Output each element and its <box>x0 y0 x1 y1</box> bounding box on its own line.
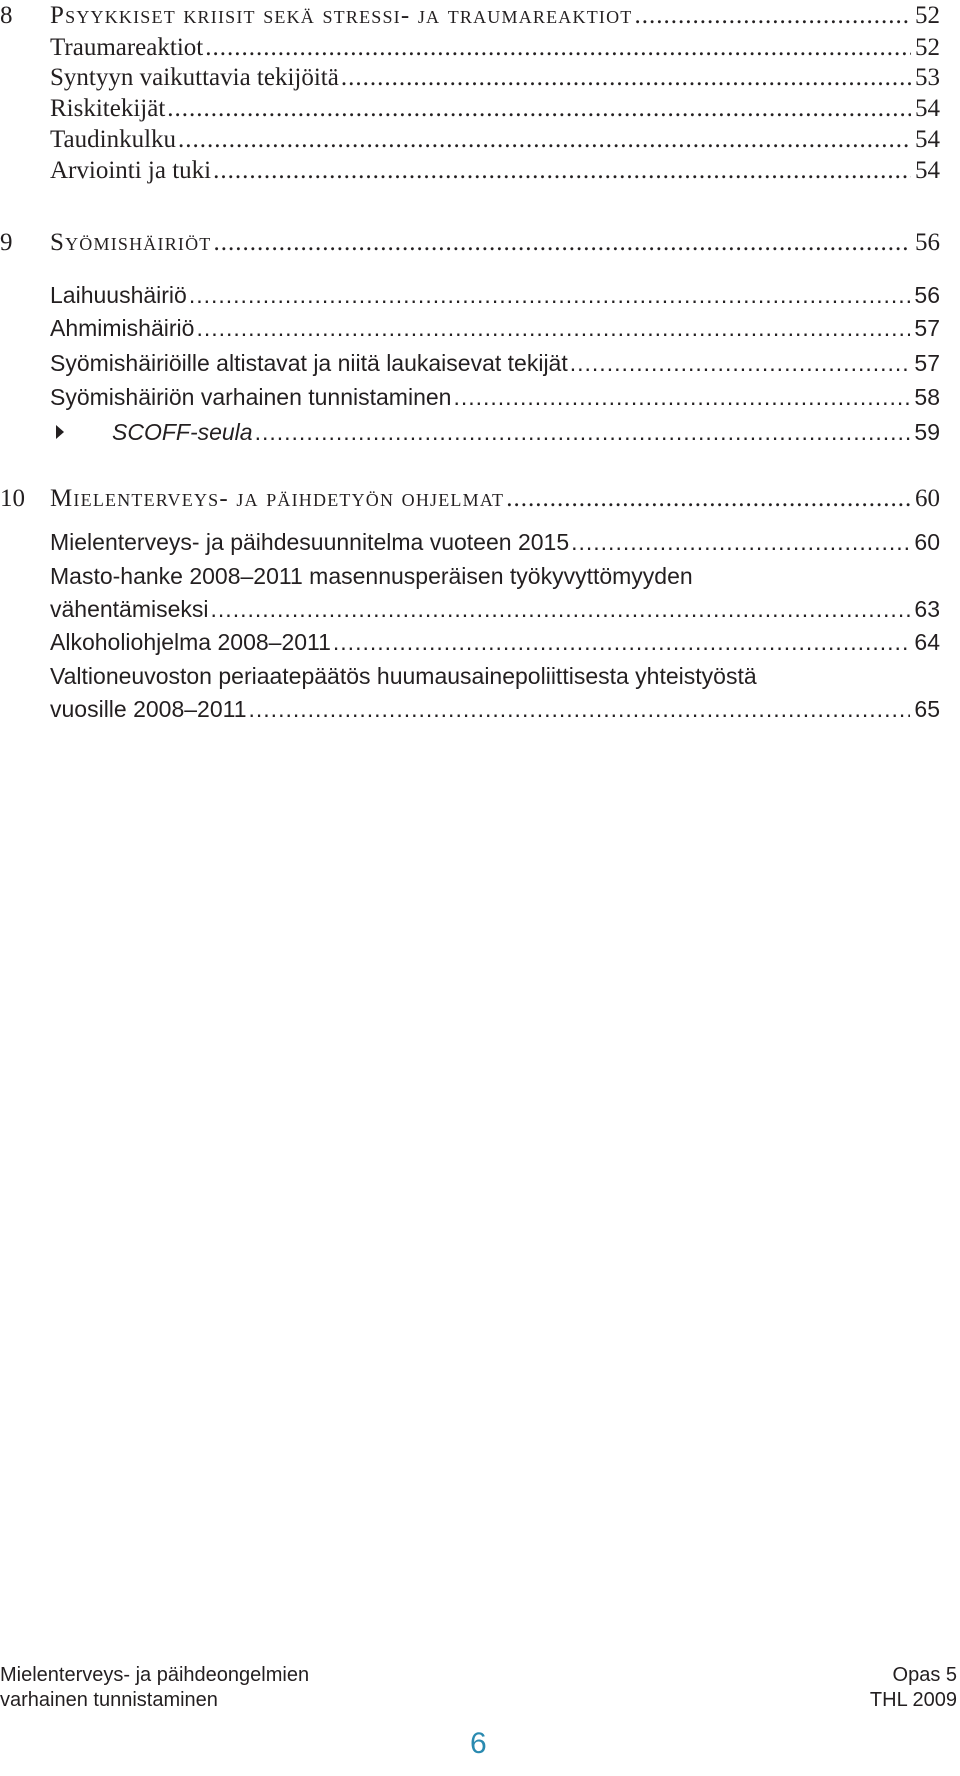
entry-title: Syntyyn vaikuttavia tekijöitä <box>50 64 339 91</box>
page-number: 6 <box>470 1727 487 1760</box>
toc-subentry[interactable] <box>112 416 940 448</box>
page-ref: 52 <box>915 2 940 29</box>
entry-title: Taudinkulku <box>50 126 177 153</box>
chapter-number: 9 <box>0 229 13 256</box>
page-ref: 54 <box>915 95 940 122</box>
toc-entry[interactable] <box>50 62 940 94</box>
chapter-title: Psyykkiset kriisit sekä stressi- ja traumareaktiot <box>50 2 633 29</box>
entry-title: SCOFF-seula <box>112 419 253 445</box>
page-ref: 60 <box>915 485 940 512</box>
chapter-number: 10 <box>0 485 25 512</box>
footer-left-line1: Mielenterveys- ja päihdeongelmien <box>0 1664 310 1686</box>
page-ref: 54 <box>915 157 940 184</box>
chapter-title: Syömishäiriöt <box>50 229 212 256</box>
page-ref: 56 <box>914 282 940 308</box>
entry-title: Syömishäiriöille altistavat ja niitä laukaisevat tekijät <box>50 350 568 376</box>
leader-dots <box>453 381 910 413</box>
leader-dots <box>189 279 911 311</box>
page-ref: 58 <box>914 384 940 410</box>
page-ref: 57 <box>914 350 940 376</box>
toc-entry[interactable] <box>50 279 940 311</box>
entry-title-line1[interactable]: Masto-hanke 2008–2011 masennusperäisen työkyvyttömyyden <box>50 563 693 589</box>
leader-dots <box>570 347 911 379</box>
entry-title: Riskitekijät <box>50 95 166 122</box>
leader-dots <box>255 416 911 448</box>
leader-dots <box>341 62 911 94</box>
leader-dots <box>571 526 910 558</box>
entry-title: Arviointi ja tuki <box>50 157 212 184</box>
leader-dots <box>211 593 911 625</box>
toc-entry[interactable] <box>50 155 940 187</box>
toc-entry[interactable] <box>50 693 940 725</box>
page-ref: 63 <box>914 596 940 622</box>
toc-entry[interactable] <box>50 626 940 658</box>
entry-title: Syömishäiriön varhainen tunnistaminen <box>50 384 452 410</box>
toc-entry[interactable] <box>50 312 940 344</box>
entry-title-line1[interactable]: Valtioneuvoston periaatepäätös huumausainepoliittisesta yhteistyöstä <box>50 663 757 689</box>
page-ref: 52 <box>915 34 940 61</box>
chapter-heading[interactable] <box>50 483 940 515</box>
toc-entry[interactable] <box>50 124 940 156</box>
entry-title-line2: vähentämiseksi <box>50 596 209 622</box>
leader-dots <box>249 693 911 725</box>
page-ref: 59 <box>914 419 940 445</box>
chapter-number: 8 <box>0 2 13 29</box>
footer-right-line2: THL 2009 <box>869 1689 957 1711</box>
leader-dots <box>506 483 911 515</box>
toc-entry[interactable] <box>50 93 940 125</box>
leader-dots <box>205 32 911 64</box>
toc-entry[interactable] <box>50 32 940 64</box>
footer-publication-title <box>0 1663 309 1713</box>
footer-left-line2: varhainen tunnistaminen <box>0 1689 218 1711</box>
entry-title-line2: vuosille 2008–2011 <box>50 696 247 722</box>
footer-series-info <box>870 1663 957 1713</box>
page-ref: 54 <box>915 126 940 153</box>
footer-right-line1: Opas 5 <box>892 1664 957 1686</box>
triangle-right-icon <box>56 425 64 439</box>
toc-entry[interactable] <box>50 593 940 625</box>
chapter-heading[interactable] <box>50 0 940 32</box>
entry-title: Mielenterveys- ja päihdesuunnitelma vuoteen 2015 <box>50 529 570 555</box>
leader-dots <box>635 0 912 32</box>
leader-dots <box>333 626 911 658</box>
page-ref: 57 <box>914 315 940 341</box>
leader-dots <box>167 93 911 125</box>
page-ref: 60 <box>914 529 940 555</box>
entry-title: Ahmimishäiriö <box>50 315 195 341</box>
entry-title: Traumareaktiot <box>50 34 204 61</box>
page-ref: 53 <box>915 64 940 91</box>
leader-dots <box>213 155 911 187</box>
page-ref: 65 <box>914 696 940 722</box>
toc-entry[interactable] <box>50 526 940 558</box>
leader-dots <box>178 124 911 156</box>
leader-dots <box>196 312 910 344</box>
toc-entry[interactable] <box>50 381 940 413</box>
toc-entry[interactable] <box>50 347 940 379</box>
page-ref: 56 <box>915 229 940 256</box>
chapter-heading[interactable] <box>50 227 940 259</box>
page-ref: 64 <box>914 629 940 655</box>
leader-dots <box>214 227 912 259</box>
entry-title: Alkoholiohjelma 2008–2011 <box>50 629 331 655</box>
chapter-title: Mielenterveys- ja päihdetyön ohjelmat <box>50 485 505 512</box>
entry-title: Laihuushäiriö <box>50 282 187 308</box>
